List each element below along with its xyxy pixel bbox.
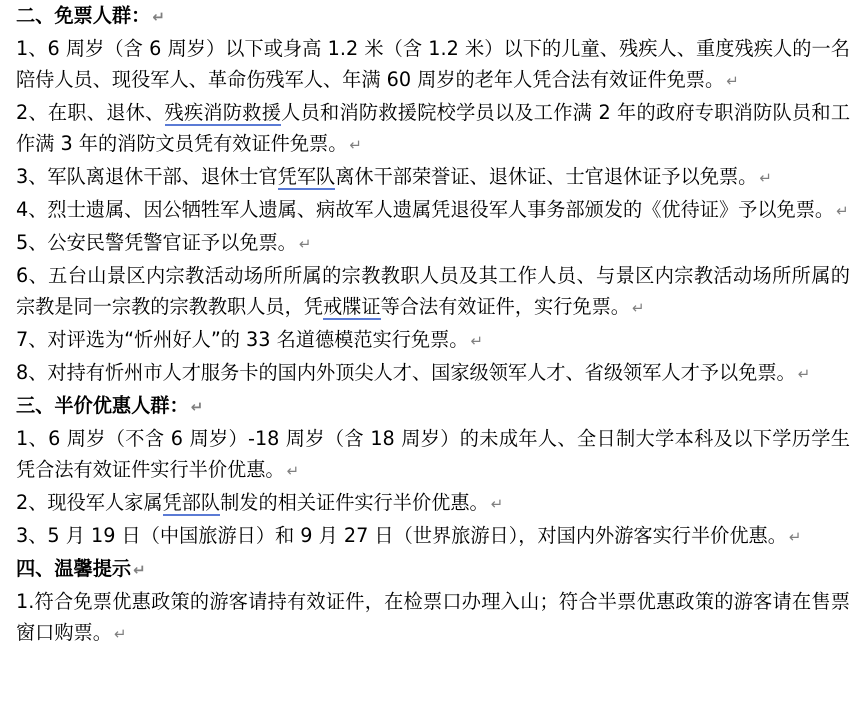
free-item-4 xyxy=(16,194,850,227)
item-text: 制发的相关证件实行半价优惠。 xyxy=(220,491,489,514)
paragraph-mark-icon: ↵ xyxy=(788,528,802,546)
paragraph-mark-icon: ↵ xyxy=(349,136,362,154)
free-item-7 xyxy=(16,324,850,357)
paragraph-mark-icon: ↵ xyxy=(113,625,127,643)
item-text: 1、6 周岁（不含 6 周岁）-18 周岁（含 18 周岁）的未成年人、全日制大学本科及以下学历学生凭合法有效证件实行半价优惠。 xyxy=(16,427,850,481)
paragraph-mark-icon: ↵ xyxy=(286,462,300,480)
item-text: 人员和消防救援院校学员以及工作满 2 年的政府专职消防队员和工作满 3 年的消防文员凭有效证件免票。 xyxy=(16,101,851,155)
paragraph-mark-icon: ↵ xyxy=(797,365,811,383)
grammar-flagged-text[interactable]: 凭部队 xyxy=(162,491,221,514)
item-text: 6、五台山景区内宗教活动场所所属的宗教教职人员及其工作人员、与景区内宗教活动场所所属的宗教是同一宗教的宗教教职人员，凭 xyxy=(16,264,850,318)
document-body xyxy=(16,0,850,650)
heading-text: 三、半价优惠人群： xyxy=(16,394,189,417)
paragraph-mark-icon: ↵ xyxy=(470,332,484,350)
half-price-item-1 xyxy=(16,423,850,487)
free-item-8 xyxy=(16,357,850,390)
item-text: 5、公安民警凭警官证予以免票。 xyxy=(16,231,297,254)
item-text: 4、烈士遗属、因公牺牲军人遗属、病故军人遗属凭退役军人事务部颁发的《优待证》予以免票。 xyxy=(16,198,835,221)
section-heading-tips xyxy=(16,553,850,586)
free-item-2 xyxy=(16,97,850,161)
paragraph-mark-icon: ↵ xyxy=(190,398,204,416)
grammar-flagged-text[interactable]: 残疾消防救援 xyxy=(164,101,282,124)
item-text: 7、对评选为“忻州好人”的 33 名道德模范实行免票。 xyxy=(16,328,469,351)
tips-item-1 xyxy=(16,586,850,650)
heading-text: 四、温馨提示 xyxy=(16,557,132,580)
section-heading-half-price xyxy=(16,390,850,423)
paragraph-mark-icon: ↵ xyxy=(726,72,739,90)
paragraph-mark-icon: ↵ xyxy=(152,8,165,26)
item-text: 离休干部荣誉证、退休证、士官退休证予以免票。 xyxy=(335,165,758,188)
item-text: 1.符合免票优惠政策的游客请持有效证件，在检票口办理入山；符合半票优惠政策的游客请在售票窗口购票。 xyxy=(16,590,850,644)
grammar-flagged-text[interactable]: 戒牒证 xyxy=(323,295,381,318)
item-text: 8、对持有忻州市人才服务卡的国内外顶尖人才、国家级领军人才、省级领军人才予以免票。 xyxy=(16,361,796,384)
paragraph-mark-icon: ↵ xyxy=(759,169,772,187)
item-text: 3、5 月 19 日（中国旅游日）和 9 月 27 日（世界旅游日），对国内外游客实行半价优惠。 xyxy=(16,524,787,547)
item-text: 1、6 周岁（含 6 周岁）以下或身高 1.2 米（含 1.2 米）以下的儿童、残疾人、重度残疾人的一名陪侍人员、现役军人、革命伤残军人、年满 60 周岁的老年人凭合法有效证件免票。 xyxy=(16,37,850,91)
heading-text: 二、免票人群： xyxy=(16,4,151,27)
paragraph-mark-icon: ↵ xyxy=(836,202,849,220)
section-heading-free-tickets xyxy=(16,0,850,33)
item-text: 等合法有效证件，实行免票。 xyxy=(380,295,630,318)
paragraph-mark-icon: ↵ xyxy=(490,495,504,513)
free-item-6 xyxy=(16,260,850,324)
grammar-flagged-text[interactable]: 凭军队 xyxy=(277,165,336,188)
item-text: 2、现役军人家属 xyxy=(16,491,163,514)
half-price-item-3 xyxy=(16,520,850,553)
item-text: 2、在职、退休、 xyxy=(16,101,165,124)
paragraph-mark-icon: ↵ xyxy=(298,235,312,253)
free-item-3 xyxy=(16,161,850,194)
free-item-5 xyxy=(16,227,850,260)
free-item-1 xyxy=(16,33,850,97)
paragraph-mark-icon: ↵ xyxy=(133,561,146,579)
paragraph-mark-icon: ↵ xyxy=(632,299,645,317)
half-price-item-2 xyxy=(16,487,850,520)
item-text: 3、军队离退休干部、退休士官 xyxy=(16,165,278,188)
